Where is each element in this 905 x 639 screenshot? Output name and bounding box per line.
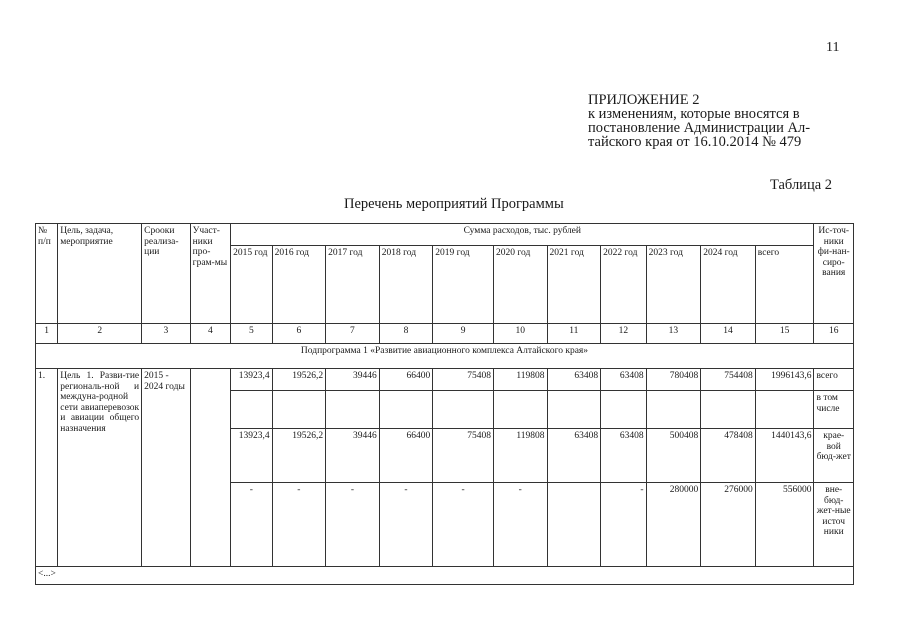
- value-cell: 39446: [326, 429, 380, 483]
- header-num: № п/п: [36, 224, 58, 324]
- value-cell: 19526,2: [272, 429, 326, 483]
- value-cell: 1996143,6: [755, 369, 814, 391]
- header-period: Срооки реализа-ции: [142, 224, 191, 324]
- value-cell: 1440143,6: [755, 429, 814, 483]
- header-year: 2024 год: [701, 246, 756, 324]
- value-cell: 75408: [433, 369, 494, 391]
- value-cell: 119808: [493, 429, 547, 483]
- value-cell: 39446: [326, 369, 380, 391]
- item-goal: Цель 1. Разви-тие региональ-ной и междуна-родной сети авиаперевозок и авиации общего назначения: [58, 369, 142, 567]
- value-cell: 66400: [379, 429, 433, 483]
- appendix-line: постановление Администрации Ал-: [588, 120, 811, 136]
- item-period: 2015 - 2024 годы: [142, 369, 191, 567]
- header-year: всего: [755, 246, 814, 324]
- header-goal: Цель, задача, мероприятие: [58, 224, 142, 324]
- source-cell: вне-бюд-жет-ные источ ники: [814, 483, 854, 567]
- column-number: 13: [646, 324, 701, 344]
- value-cell: 754408: [701, 369, 756, 391]
- page-number: 11: [826, 40, 840, 55]
- appendix-line: ПРИЛОЖЕНИЕ 2: [588, 92, 700, 108]
- value-cell: -: [326, 483, 380, 567]
- value-cell: [755, 391, 814, 429]
- header-year: 2015 год: [231, 246, 272, 324]
- column-number: 14: [701, 324, 756, 344]
- value-cell: [701, 391, 756, 429]
- header-sum: Сумма расходов, тыс. рублей: [231, 224, 814, 246]
- item-participants: [190, 369, 230, 567]
- item-num: 1.: [36, 369, 58, 567]
- value-cell: [493, 391, 547, 429]
- value-cell: 63408: [601, 369, 646, 391]
- value-cell: [379, 391, 433, 429]
- value-cell: [272, 391, 326, 429]
- source-cell: в том числе: [814, 391, 854, 429]
- value-cell: 780408: [646, 369, 701, 391]
- value-cell: 63408: [601, 429, 646, 483]
- header-year: 2020 год: [493, 246, 547, 324]
- value-cell: 280000: [646, 483, 701, 567]
- appendix-block: [588, 93, 838, 149]
- value-cell: 13923,4: [231, 369, 272, 391]
- column-number: 3: [142, 324, 191, 344]
- value-cell: 500408: [646, 429, 701, 483]
- column-number: 11: [547, 324, 601, 344]
- ellipsis-row: <...>: [36, 567, 854, 585]
- header-year: 2016 год: [272, 246, 326, 324]
- value-cell: 63408: [547, 369, 601, 391]
- value-cell: 19526,2: [272, 369, 326, 391]
- value-cell: -: [272, 483, 326, 567]
- column-number: 5: [231, 324, 272, 344]
- header-sources: Ис-точ-ники фи-нан-сиро-вания: [814, 224, 854, 324]
- value-cell: [601, 391, 646, 429]
- source-cell: крае-вой бюд-жет: [814, 429, 854, 483]
- value-cell: -: [493, 483, 547, 567]
- header-year: 2021 год: [547, 246, 601, 324]
- column-number: 7: [326, 324, 380, 344]
- table-number: Таблица 2: [770, 177, 833, 193]
- value-cell: 119808: [493, 369, 547, 391]
- column-number: 8: [379, 324, 433, 344]
- value-cell: -: [379, 483, 433, 567]
- header-year: 2018 год: [379, 246, 433, 324]
- header-year: 2023 год: [646, 246, 701, 324]
- header-year: 2019 год: [433, 246, 494, 324]
- column-number: 2: [58, 324, 142, 344]
- document-title: Перечень мероприятий Программы: [344, 196, 564, 212]
- column-number: 15: [755, 324, 814, 344]
- measures-table: [35, 223, 854, 585]
- source-cell: всего: [814, 369, 854, 391]
- value-cell: [326, 391, 380, 429]
- column-number: 1: [36, 324, 58, 344]
- column-number: 4: [190, 324, 230, 344]
- value-cell: -: [601, 483, 646, 567]
- column-number: 16: [814, 324, 854, 344]
- value-cell: -: [231, 483, 272, 567]
- value-cell: [547, 483, 601, 567]
- value-cell: [646, 391, 701, 429]
- header-year: 2022 год: [601, 246, 646, 324]
- value-cell: 13923,4: [231, 429, 272, 483]
- value-cell: [547, 391, 601, 429]
- value-cell: 63408: [547, 429, 601, 483]
- column-number: 12: [601, 324, 646, 344]
- header-year: 2017 год: [326, 246, 380, 324]
- value-cell: 478408: [701, 429, 756, 483]
- value-cell: [231, 391, 272, 429]
- header-participants: Участ-ники про-грам-мы: [190, 224, 230, 324]
- column-number: 9: [433, 324, 494, 344]
- subprogram-row: Подпрограмма 1 «Развитие авиационного комплекса Алтайского края»: [36, 344, 854, 369]
- value-cell: 75408: [433, 429, 494, 483]
- appendix-line: тайского края от 16.10.2014 № 479: [588, 134, 802, 150]
- value-cell: [433, 391, 494, 429]
- value-cell: 276000: [701, 483, 756, 567]
- value-cell: 556000: [755, 483, 814, 567]
- appendix-line: к изменениям, которые вносятся в: [588, 106, 800, 122]
- column-number: 10: [493, 324, 547, 344]
- column-number: 6: [272, 324, 326, 344]
- value-cell: -: [433, 483, 494, 567]
- value-cell: 66400: [379, 369, 433, 391]
